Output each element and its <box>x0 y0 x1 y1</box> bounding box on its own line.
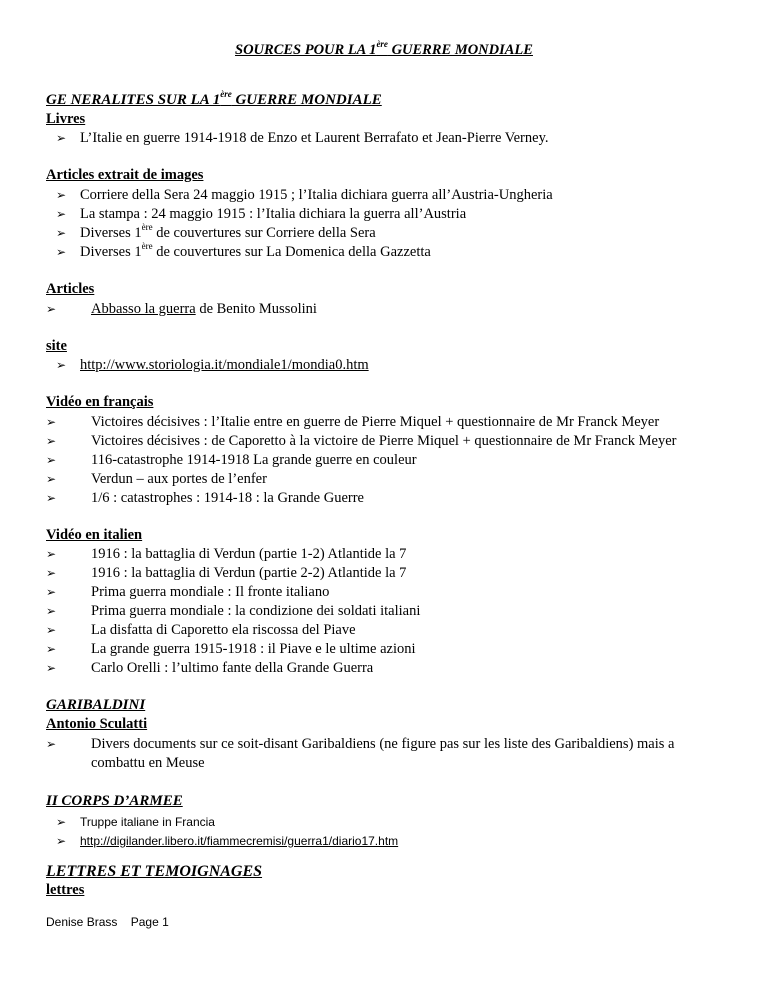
list-item: Victoires décisives : de Caporetto à la victoire de Pierre Miquel + questionnaire de Mr Franck Meyer <box>91 433 677 449</box>
lettres-heading: LETTRES ET TEMOIGNAGES <box>46 863 263 880</box>
arrow-bullet-icon: ➢ <box>56 188 67 202</box>
list-item: La grande guerra 1915-1918 : il Piave e le ultime azioni <box>91 641 416 657</box>
arrow-bullet-icon: ➢ <box>56 207 67 221</box>
articles-label: Articles <box>46 281 95 297</box>
list-item: Truppe italiane in Francia <box>80 815 215 829</box>
articles-images-label: Articles extrait de images <box>46 167 204 183</box>
list-item: Diverses 1ère de couvertures sur Corriere della Sera <box>80 222 376 241</box>
list-item: La stampa : 24 maggio 1915 : l’Italia dichiara la guerra all’Austria <box>80 206 467 222</box>
list-item: Diverses 1ère de couvertures sur La Domenica della Gazzetta <box>80 241 431 260</box>
list-item: 1916 : la battaglia di Verdun (partie 1-2) Atlantide la 7 <box>91 546 407 562</box>
arrow-bullet-icon: ➢ <box>46 472 57 486</box>
article-link[interactable]: Abbasso la guerra <box>91 301 196 317</box>
arrow-bullet-icon: ➢ <box>46 302 57 316</box>
list-item: Corriere della Sera 24 maggio 1915 ; l’Italia dichiara guerra all’Austria-Ungheria <box>80 187 553 203</box>
footer-page-number: Page 1 <box>130 915 169 929</box>
list-item: Prima guerra mondiale : la condizione dei soldati italiani <box>91 603 421 619</box>
site-label: site <box>46 338 67 354</box>
arrow-bullet-icon: ➢ <box>46 585 57 599</box>
arrow-bullet-icon: ➢ <box>46 415 57 429</box>
garibaldini-heading: GARIBALDINI <box>46 697 146 713</box>
arrow-bullet-icon: ➢ <box>56 245 67 259</box>
lettres-sub: lettres <box>46 882 85 898</box>
arrow-bullet-icon: ➢ <box>46 661 57 675</box>
arrow-bullet-icon: ➢ <box>46 491 57 505</box>
arrow-bullet-icon: ➢ <box>46 642 57 656</box>
list-item: Victoires décisives : l’Italie entre en guerre de Pierre Miquel + questionnaire de Mr Franck Meyer <box>91 414 660 430</box>
list-item: L’Italie en guerre 1914-1918 de Enzo et Laurent Berrafato et Jean-Pierre Verney. <box>80 130 549 146</box>
list-item: Divers documents sur ce soit-disant Garibaldiens (ne figure pas sur les liste des Garibaldiens) mais a combattu en Meuse <box>91 736 675 771</box>
arrow-bullet-icon: ➢ <box>46 566 57 580</box>
arrow-bullet-icon: ➢ <box>46 604 57 618</box>
arrow-bullet-icon: ➢ <box>46 623 57 637</box>
corps-heading: II CORPS D’ARMEE <box>46 793 183 809</box>
page-footer <box>46 915 179 929</box>
list-item: Abbasso la guerra de Benito Mussolini <box>91 301 317 317</box>
corps-link[interactable]: http://digilander.libero.it/fiammecremisi/guerra1/diario17.htm <box>80 834 399 848</box>
list-item: Verdun – aux portes de l’enfer <box>91 471 267 487</box>
list-item: 1916 : la battaglia di Verdun (partie 2-2) Atlantide la 7 <box>91 565 407 581</box>
list-item: Carlo Orelli : l’ultimo fante della Grande Guerra <box>91 660 374 676</box>
arrow-bullet-icon: ➢ <box>56 131 67 145</box>
arrow-bullet-icon: ➢ <box>46 737 57 751</box>
arrow-bullet-icon: ➢ <box>56 358 67 372</box>
generalites-heading: GE NERALITES SUR LA 1ère GUERRE MONDIALE <box>46 89 382 108</box>
list-item: 116-catastrophe 1914-1918 La grande guerre en couleur <box>91 452 417 468</box>
site-link[interactable]: http://www.storiologia.it/mondiale1/mondia0.htm <box>80 357 369 373</box>
arrow-bullet-icon: ➢ <box>56 834 67 848</box>
livres-label: Livres <box>46 111 86 127</box>
document-title: SOURCES POUR LA 1ère GUERRE MONDIALE <box>235 39 533 58</box>
list-item: La disfatta di Caporetto ela riscossa del Piave <box>91 622 356 638</box>
video-fr-label: Vidéo en français <box>46 394 154 410</box>
list-item: 1/6 : catastrophes : 1914-18 : la Grande Guerre <box>91 490 364 506</box>
arrow-bullet-icon: ➢ <box>46 453 57 467</box>
video-it-label: Vidéo en italien <box>46 527 143 543</box>
arrow-bullet-icon: ➢ <box>46 547 57 561</box>
arrow-bullet-icon: ➢ <box>56 226 67 240</box>
garibaldini-sub: Antonio Sculatti <box>46 716 148 732</box>
footer-author: Denise Brass <box>46 915 118 929</box>
arrow-bullet-icon: ➢ <box>46 434 57 448</box>
list-item: Prima guerra mondiale : Il fronte italiano <box>91 584 330 600</box>
arrow-bullet-icon: ➢ <box>56 815 67 829</box>
